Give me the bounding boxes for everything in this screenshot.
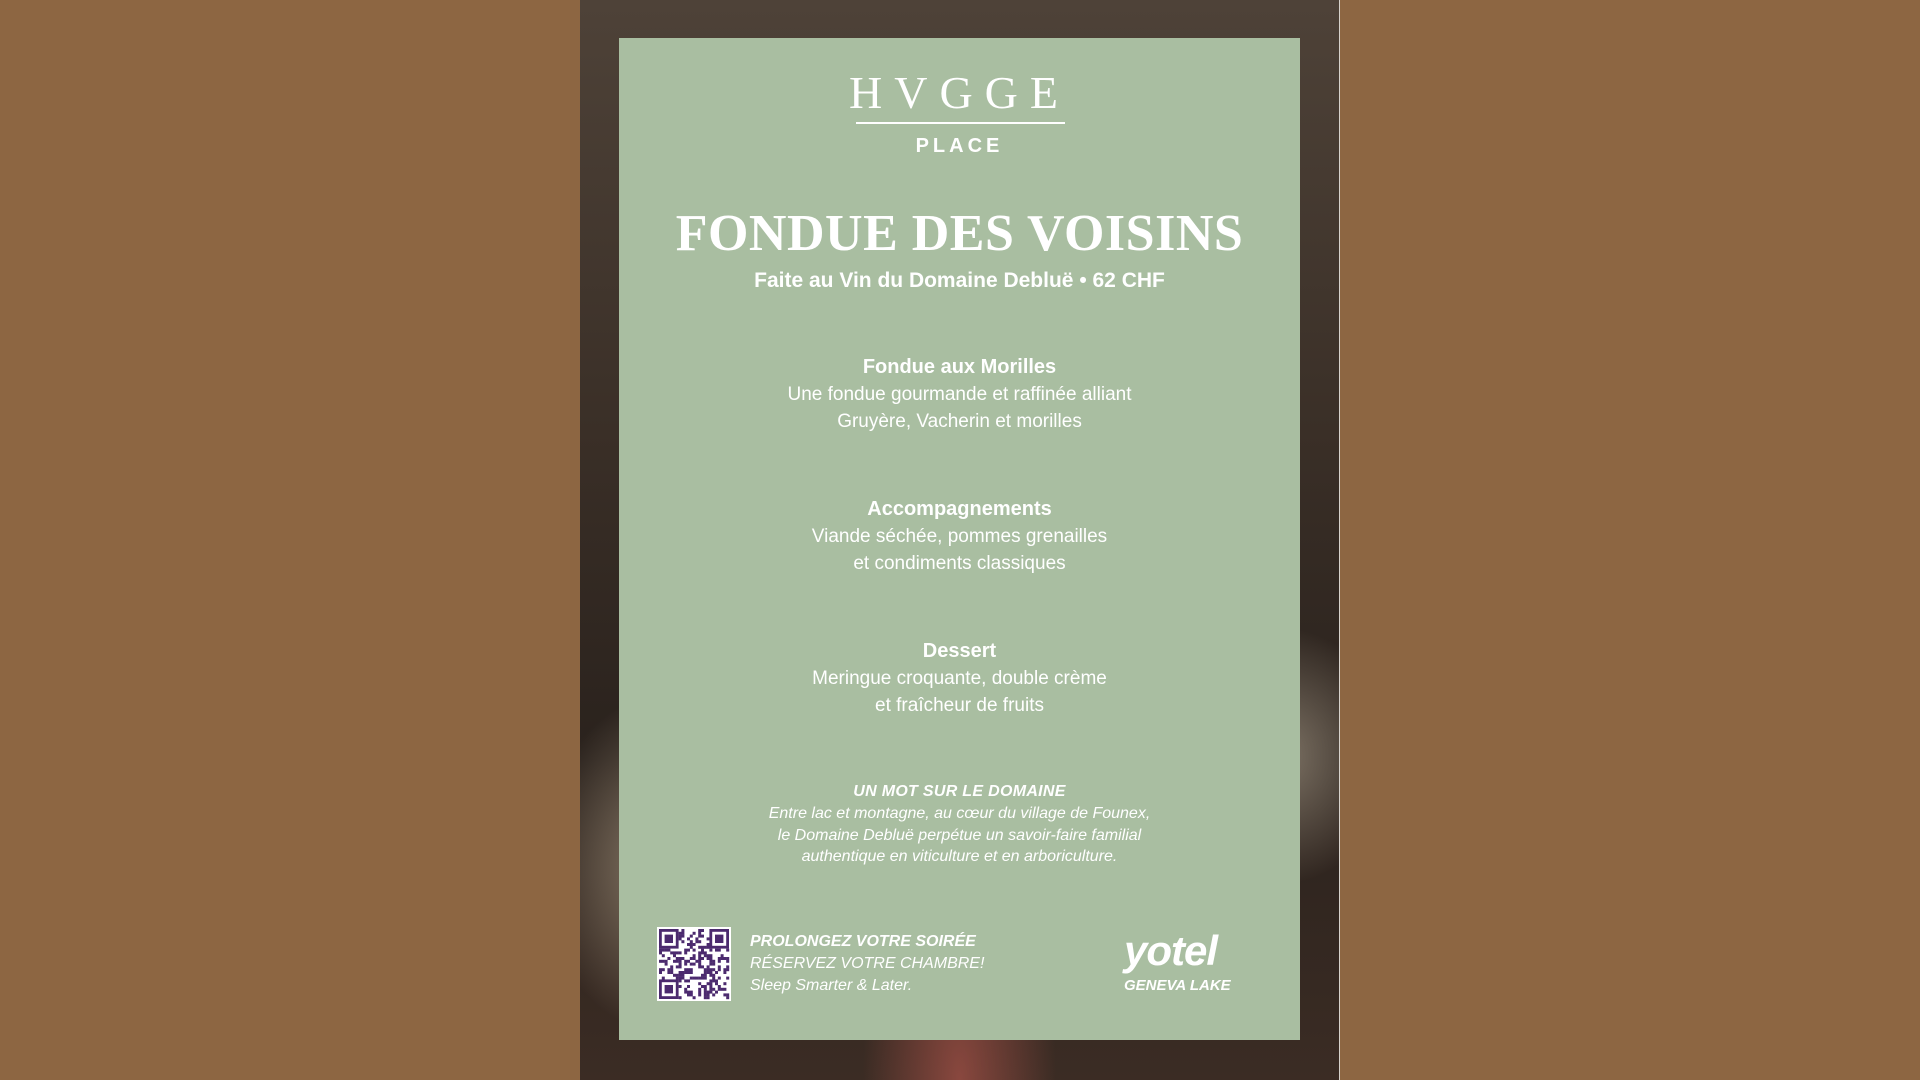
poster-edge bbox=[1339, 0, 1340, 1080]
yotel-location: GENEVA LAKE bbox=[1124, 977, 1231, 994]
section-description: Une fondue gourmande et raffinée alliant bbox=[787, 384, 1132, 405]
logo-subtitle: PLACE bbox=[915, 135, 1004, 157]
section-heading: Accompagnements bbox=[867, 498, 1052, 520]
menu-card bbox=[619, 38, 1300, 1040]
section-description: Viande séchée, pommes grenailles bbox=[811, 526, 1108, 547]
logo-divider bbox=[856, 122, 1065, 124]
menu-section-dessert bbox=[619, 638, 1300, 719]
qr-code-graphic bbox=[657, 927, 731, 1001]
section-description: et fraîcheur de fruits bbox=[875, 695, 1044, 716]
domain-note bbox=[619, 781, 1300, 868]
promo-headline: PROLONGEZ VOTRE SOIRÉE bbox=[750, 933, 976, 950]
yotel-wordmark: yotel bbox=[1124, 927, 1218, 974]
promo-block bbox=[750, 931, 984, 997]
section-heading: Dessert bbox=[922, 640, 997, 662]
domain-heading: UN MOT SUR LE DOMAINE bbox=[853, 783, 1066, 800]
domain-text: Entre lac et montagne, au cœur du village de Founex, bbox=[768, 805, 1151, 822]
qr-code[interactable] bbox=[657, 927, 731, 1001]
section-heading: Fondue aux Morilles bbox=[862, 356, 1057, 378]
promo-cta: RÉSERVEZ VOTRE CHAMBRE! bbox=[750, 955, 985, 972]
menu-section-fondue bbox=[619, 354, 1300, 435]
section-description: Gruyère, Vacherin et morilles bbox=[837, 411, 1082, 432]
yotel-logo bbox=[1124, 927, 1269, 994]
promo-tagline: Sleep Smarter & Later. bbox=[750, 977, 913, 994]
logo-wordmark: HVGGE bbox=[849, 67, 1070, 118]
section-description: Meringue croquante, double crème bbox=[812, 668, 1107, 689]
menu-poster bbox=[580, 0, 1339, 1080]
domain-text: le Domaine Debluë perpétue un savoir-faire familial bbox=[777, 826, 1142, 844]
menu-subtitle: Faite au Vin du Domaine Debluë • 62 CHF bbox=[754, 269, 1165, 292]
domain-text: authentique en viticulture et en arboriculture. bbox=[801, 848, 1118, 865]
section-description: et condiments classiques bbox=[853, 553, 1066, 574]
menu-section-sides bbox=[619, 496, 1300, 577]
menu-title: FONDUE DES VOISINS bbox=[675, 205, 1244, 262]
